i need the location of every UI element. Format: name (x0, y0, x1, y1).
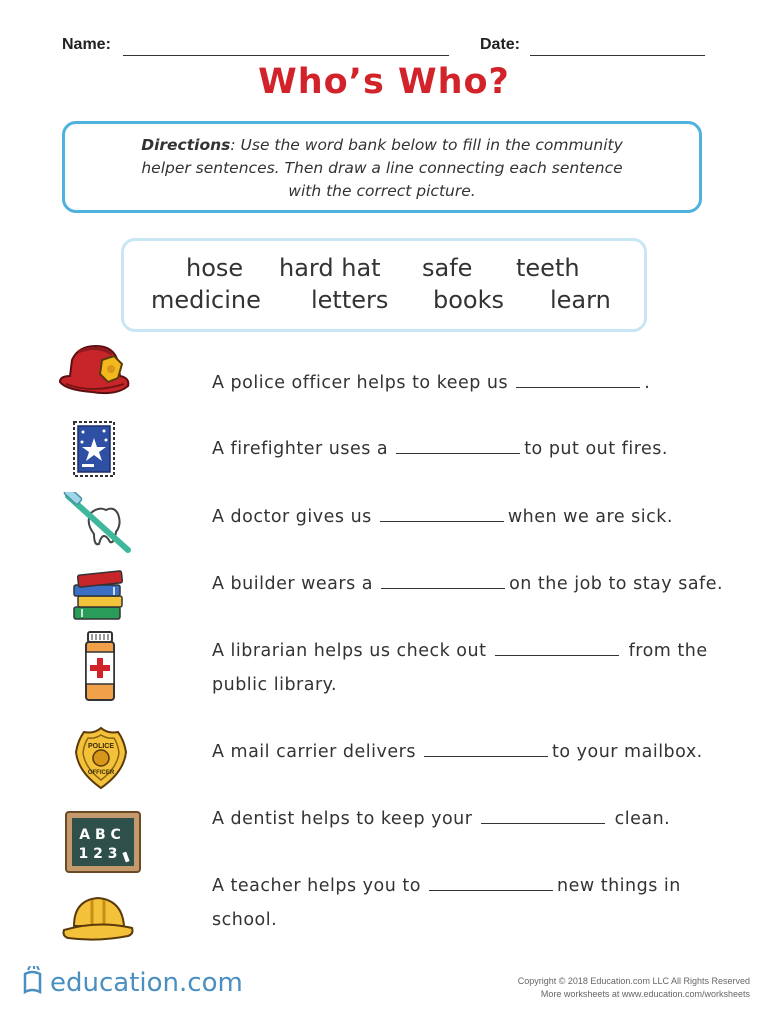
word-bank-word: safe (422, 254, 473, 282)
sentence-continuation: school. (212, 910, 278, 930)
medicine-bottle-icon[interactable] (82, 630, 118, 702)
book-stack-icon[interactable] (70, 563, 128, 623)
sentence-text: A doctor gives us (212, 507, 378, 527)
word-bank-word: hard hat (279, 254, 381, 282)
sentence-text: A dentist helps to keep your (212, 809, 479, 829)
copyright-text: Copyright © 2018 Education.com LLC All Rights Reserved (517, 976, 750, 986)
directions-line-2: helper sentences. Then draw a line connecting each sentence (141, 159, 623, 177)
police-badge-icon[interactable] (74, 726, 128, 790)
sentence-text: A librarian helps us check out (212, 641, 493, 661)
chalkboard-line-2: 1 2 3 (78, 846, 118, 862)
sentence-8 (212, 869, 681, 937)
answer-blank[interactable] (516, 371, 640, 388)
answer-blank[interactable] (380, 505, 504, 522)
badge-top-text: POLICE (87, 743, 115, 750)
answer-blank[interactable] (424, 740, 548, 757)
sentence-text: A firefighter uses a (212, 439, 395, 459)
sentence-3 (212, 500, 673, 534)
logo-text: education (50, 968, 180, 998)
answer-blank[interactable] (396, 437, 520, 454)
date-line[interactable] (530, 55, 705, 56)
name-line[interactable] (123, 55, 449, 56)
word-bank-word: hose (186, 254, 244, 282)
fire-helmet-icon[interactable] (56, 342, 132, 400)
sentence-continuation: public library. (212, 675, 338, 695)
answer-blank[interactable] (481, 807, 605, 824)
logo-suffix: .com (179, 968, 243, 998)
word-bank-word: books (433, 286, 505, 314)
sentence-4 (212, 567, 723, 601)
chalkboard-icon[interactable] (64, 810, 142, 874)
sentence-2 (212, 432, 668, 466)
sentence-text: clean. (608, 809, 671, 829)
sentence-text: . (644, 373, 651, 393)
sentence-text: when we are sick. (507, 507, 673, 527)
answer-blank[interactable] (495, 639, 619, 656)
toothbrush-tooth-icon[interactable] (62, 492, 134, 556)
more-worksheets-text: More worksheets at www.education.com/worksheets (540, 989, 750, 999)
education-logo[interactable] (22, 966, 243, 998)
chalkboard-line-1: A B C (79, 827, 121, 843)
badge-bottom-text: OFFICER (87, 770, 115, 776)
answer-blank[interactable] (429, 874, 553, 891)
directions-label: Directions (141, 136, 231, 154)
sentence-text: A police officer helps to keep us (212, 373, 515, 393)
directions-line-3: with the correct picture. (288, 182, 476, 200)
sentence-text: from the (622, 641, 708, 661)
sentence-1 (212, 366, 650, 400)
directions-box (62, 121, 702, 213)
postage-stamp-icon[interactable] (72, 420, 116, 478)
hard-hat-icon[interactable] (62, 890, 134, 944)
directions-line-1: : Use the word bank below to fill in the community (230, 136, 623, 154)
book-logo-icon (22, 966, 48, 996)
sentence-text: new things in (556, 876, 681, 896)
word-bank-word: letters (311, 286, 389, 314)
word-bank-word: teeth (516, 254, 580, 282)
sentence-text: A builder wears a (212, 574, 380, 594)
word-bank (121, 238, 647, 332)
sentence-text: to put out fires. (524, 439, 668, 459)
sentence-text: A mail carrier delivers (212, 742, 423, 762)
page-title: Who’s Who? (258, 62, 510, 102)
answer-blank[interactable] (381, 572, 505, 589)
sentence-5 (212, 634, 708, 702)
sentence-7 (212, 802, 670, 836)
date-label: Date: (480, 36, 521, 53)
word-bank-word: medicine (151, 286, 261, 314)
word-bank-word: learn (550, 286, 611, 314)
sentence-text: to your mailbox. (552, 742, 703, 762)
name-label: Name: (62, 36, 111, 53)
sentence-text: A teacher helps you to (212, 876, 427, 896)
sentence-6 (212, 735, 703, 769)
sentence-text: on the job to stay safe. (509, 574, 724, 594)
